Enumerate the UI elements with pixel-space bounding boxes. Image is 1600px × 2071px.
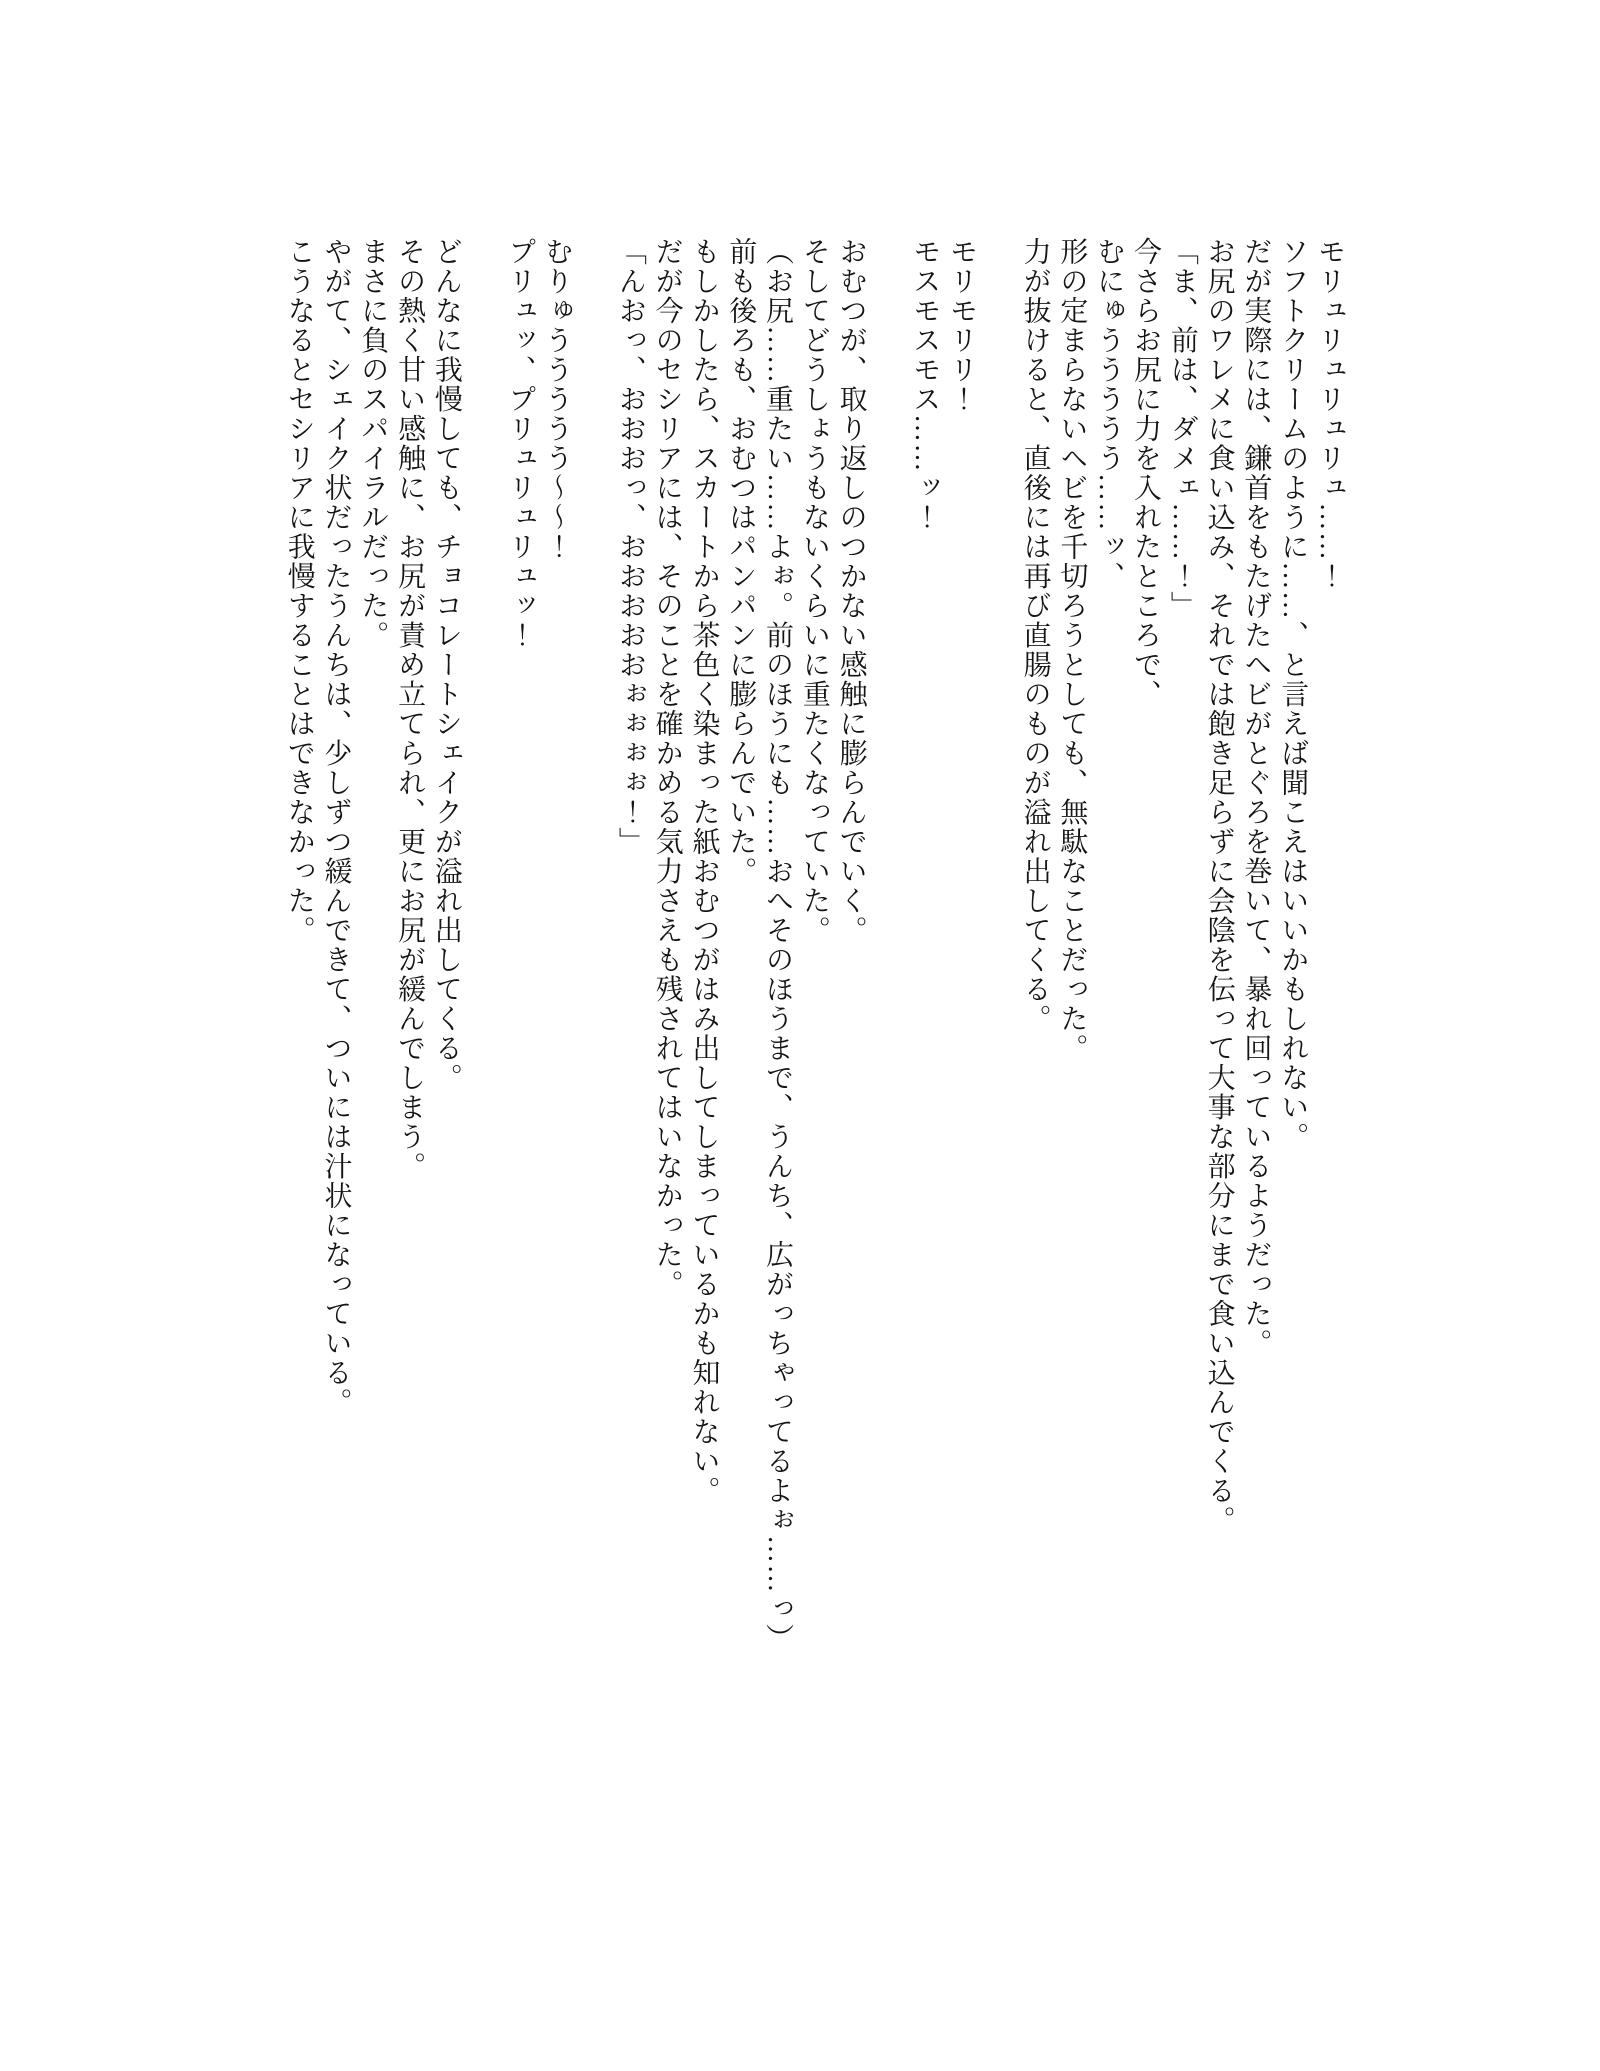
text-line: 今さらお尻に力を入れたところで、 (1130, 237, 1162, 709)
text-line: ソフトクリームのように……、と言えば聞こえはいいかもしれない。 (1277, 237, 1309, 1152)
text-line: プリュッ、プリュリュリュッ！ (504, 237, 536, 650)
text-line: モスモスモス……ッ！ (909, 237, 941, 532)
text-line: モリュリュリュリュ……！ (1314, 237, 1345, 591)
blank-line (979, 237, 1016, 1877)
text-line: そしてどうしょうもないくらいに重たくなっていた。 (798, 237, 830, 945)
text-line: むにゅううううう……ッ、 (1093, 237, 1125, 591)
text-line: だが実際には、鎌首をもたげたヘビがとぐろを巻いて、暴れ回っているようだった。 (1240, 237, 1272, 1358)
text-line: むりゅううううう〜〜！ (541, 237, 573, 562)
text-line: おむつが、取り返しのつかない感触に膨らんでいく。 (835, 237, 867, 945)
text-line: まさに負のスパイラルだった。 (357, 237, 389, 650)
blank-line (869, 237, 906, 1877)
text-line: 「ま、前は、ダメェ……！」 (1166, 237, 1198, 621)
vertical-text-block (280, 237, 1347, 1877)
blank-line (574, 237, 611, 1877)
text-line: 前も後ろも、おむつはパンパンに膨らんでいた。 (725, 237, 757, 886)
text-line: もしかしたら、スカートから茶色く染まった紙おむつがはみ出してしまっているかも知れない。 (688, 237, 720, 1506)
text-line: だが今のセシリアには、そのことを確かめる気力さえも残されてはいなかった。 (651, 237, 683, 1299)
text-line: 力が抜けると、直後には再び直腸のものが溢れ出してくる。 (1019, 237, 1051, 1034)
text-line: こうなるとセシリアに我慢することはできなかった。 (283, 237, 315, 945)
text-line: どんなに我慢しても、チョコレートシェイクが溢れ出してくる。 (430, 237, 462, 1093)
text-line: やがて、シェイク状だったうんちは、少しずつ緩んできて、ついには汁状になっている。 (320, 237, 352, 1417)
text-line: その熱く甘い感触に、お尻が責め立てられ、更にお尻が緩んでしまう。 (394, 237, 426, 1181)
blank-line (464, 237, 501, 1877)
text-line: お尻のワレメに食い込み、それでは飽き足らずに会陰を伝って大事な部分にまで食い込んでくる。 (1203, 237, 1235, 1535)
text-line: （お尻……重たい……よぉ。前のほうにも……おへそのほうまで、うんち、広がっちゃってるよぉ……っ） (762, 237, 794, 1653)
text-line: モリモリリ！ (946, 237, 978, 414)
text-line: 形の定まらないヘビを千切ろうとしても、無駄なことだった。 (1056, 237, 1088, 1063)
text-line: 「んおっ、おおおっ、おおおおおぉぉぉぉ！」 (614, 237, 646, 857)
